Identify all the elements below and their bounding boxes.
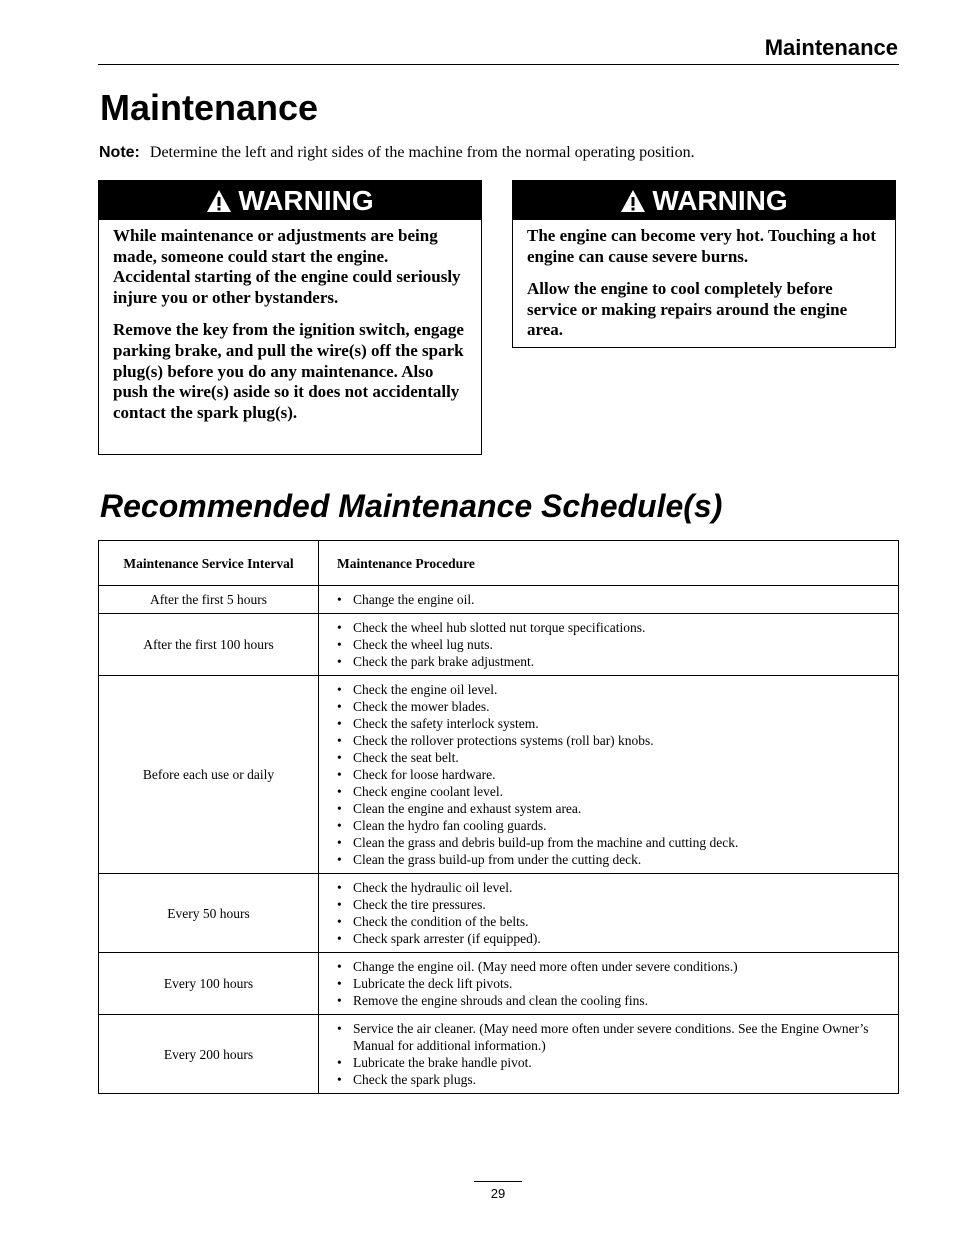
list-item: • Lubricate the deck lift pivots.	[337, 975, 880, 992]
warning-body	[99, 220, 481, 423]
interval-cell: After the first 5 hours	[99, 586, 319, 614]
warning-box-hot-engine	[512, 180, 896, 348]
list-item: • Check engine coolant level.	[337, 783, 880, 800]
list-item: • Check the tire pressures.	[337, 896, 880, 913]
interval-cell: Before each use or daily	[99, 676, 319, 874]
list-item: • Change the engine oil.	[337, 591, 880, 608]
list-item: • Clean the engine and exhaust system area.	[337, 800, 880, 817]
schedule-body	[99, 586, 899, 1094]
list-item: • Check the rollover protections systems (roll bar) knobs.	[337, 732, 880, 749]
procedure-cell	[319, 676, 899, 874]
table-row	[99, 586, 899, 614]
list-item: • Check for loose hardware.	[337, 766, 880, 783]
procedure-cell	[319, 953, 899, 1015]
procedure-cell	[319, 586, 899, 614]
warning-paragraph: Remove the key from the ignition switch, engage parking brake, and pull the wire(s) off the spark plug(s) before you do any maintenance. Also push the wire(s) aside so it does not accidentally contact the spark plug(s).	[113, 320, 464, 422]
warning-box-ignition	[98, 180, 482, 455]
list-item: • Check the wheel hub slotted nut torque specifications.	[337, 619, 880, 636]
list-item: • Clean the grass build-up from under the cutting deck.	[337, 851, 880, 868]
procedure-list	[337, 958, 880, 1009]
interval-cell: Every 200 hours	[99, 1015, 319, 1094]
warning-triangle-icon	[206, 189, 232, 213]
list-item: • Check the wheel lug nuts.	[337, 636, 880, 653]
header-rule	[98, 64, 899, 65]
procedure-list	[337, 879, 880, 947]
procedure-list	[337, 1020, 880, 1088]
table-row	[99, 1015, 899, 1094]
footer-rule	[474, 1181, 522, 1182]
list-item: • Check the engine oil level.	[337, 681, 880, 698]
procedure-cell	[319, 1015, 899, 1094]
list-item: • Check the park brake adjustment.	[337, 653, 880, 670]
column-header-interval: Maintenance Service Interval	[99, 541, 319, 586]
list-item: • Lubricate the brake handle pivot.	[337, 1054, 880, 1071]
warning-heading	[513, 181, 895, 220]
warning-paragraph: Allow the engine to cool completely before service or making repairs around the engine area.	[527, 279, 848, 340]
list-item: • Check the mower blades.	[337, 698, 880, 715]
note-label: Note:	[99, 144, 140, 161]
interval-cell: After the first 100 hours	[99, 614, 319, 676]
interval-cell: Every 100 hours	[99, 953, 319, 1015]
procedure-list	[337, 591, 880, 608]
column-header-procedure: Maintenance Procedure	[319, 541, 899, 586]
table-row	[99, 874, 899, 953]
list-item: • Change the engine oil. (May need more often under severe conditions.)	[337, 958, 880, 975]
running-header: Maintenance	[764, 35, 898, 60]
warning-paragraph: The engine can become very hot. Touching a hot engine can cause severe burns.	[527, 226, 876, 266]
warning-body	[513, 220, 895, 341]
table-row	[99, 614, 899, 676]
warning-triangle-icon	[620, 189, 646, 213]
list-item: • Remove the engine shrouds and clean the cooling fins.	[337, 992, 880, 1009]
page-number: 29	[490, 1186, 506, 1201]
page-title: Maintenance	[100, 87, 319, 128]
list-item: • Check spark arrester (if equipped).	[337, 930, 880, 947]
interval-cell: Every 50 hours	[99, 874, 319, 953]
list-item: • Service the air cleaner. (May need more often under severe conditions. See the Engine Owner’s Manual for additional information.)	[337, 1020, 880, 1054]
list-item: • Check the condition of the belts.	[337, 913, 880, 930]
warning-heading	[99, 181, 481, 220]
section-title: Recommended Maintenance Schedule(s)	[100, 488, 723, 524]
table-header-row	[99, 541, 899, 586]
procedure-list	[337, 681, 880, 868]
table-row	[99, 953, 899, 1015]
maintenance-schedule-table	[98, 540, 899, 1094]
list-item: • Clean the grass and debris build-up from the machine and cutting deck.	[337, 834, 880, 851]
warning-heading-text: WARNING	[238, 184, 374, 216]
list-item: • Check the seat belt.	[337, 749, 880, 766]
note-text: Determine the left and right sides of the machine from the normal operating position.	[149, 144, 695, 161]
list-item: • Check the hydraulic oil level.	[337, 879, 880, 896]
list-item: • Check the safety interlock system.	[337, 715, 880, 732]
warning-paragraph: While maintenance or adjustments are being made, someone could start the engine. Accidental starting of the engine could seriously injure you or other bystanders.	[113, 226, 461, 307]
procedure-cell	[319, 614, 899, 676]
list-item: • Check the spark plugs.	[337, 1071, 880, 1088]
warning-heading-text: WARNING	[652, 184, 788, 216]
list-item: • Clean the hydro fan cooling guards.	[337, 817, 880, 834]
procedure-cell	[319, 874, 899, 953]
table-row	[99, 676, 899, 874]
procedure-list	[337, 619, 880, 670]
note	[99, 142, 899, 164]
